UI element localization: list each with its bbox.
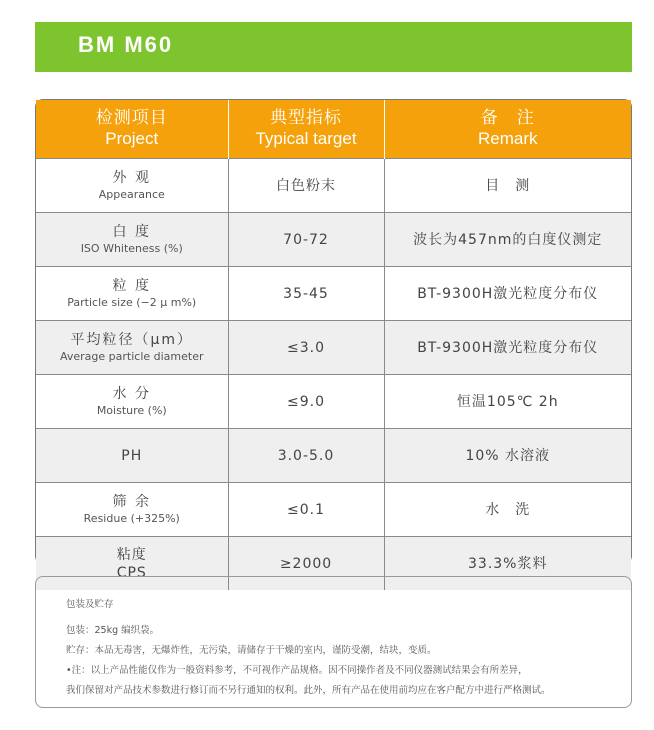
remark-cell: 恒温105℃ 2h bbox=[384, 375, 631, 429]
product-title: BM M60 bbox=[78, 32, 174, 57]
notes-line: 包装：25kg 编织袋。 bbox=[66, 625, 160, 636]
item-cell: 筛 余 Residue (+325%) bbox=[36, 483, 228, 537]
notes-line: 贮存：本品无毒害，无爆炸性，无污染，请储存于干燥的室内，谨防受潮，结块，变质。 bbox=[66, 645, 437, 656]
value-cell: 70-72 bbox=[228, 213, 384, 267]
header-typical-target: 典型指标 Typical target bbox=[228, 100, 384, 159]
item-cell: 白 度 ISO Whiteness (%) bbox=[36, 213, 228, 267]
table-header-row bbox=[36, 100, 631, 159]
value-cell: 35-45 bbox=[228, 267, 384, 321]
notes-line: 我们保留对产品技术参数进行修订而不另行通知的权利。此外，所有产品在使用前均应在客户配方中进行严格测试。 bbox=[66, 685, 551, 696]
table-row bbox=[36, 375, 631, 429]
remark-cell: BT-9300H激光粒度分布仪 bbox=[384, 267, 631, 321]
remark-cell: 水 洗 bbox=[384, 483, 631, 537]
item-cell: 粘度 CPS bbox=[36, 537, 228, 591]
item-cell: 水 分 Moisture (%) bbox=[36, 375, 228, 429]
remark-cell: 波长为457nm的白度仪测定 bbox=[384, 213, 631, 267]
remark-cell: 10% 水溶液 bbox=[384, 429, 631, 483]
table-row bbox=[36, 267, 631, 321]
value-cell: ≤9.0 bbox=[228, 375, 384, 429]
value-cell: ≥2000 bbox=[228, 537, 384, 591]
item-cell: PH bbox=[36, 429, 228, 483]
value-cell: ≤0.1 bbox=[228, 483, 384, 537]
item-cell: 外 观 Appearance bbox=[36, 159, 228, 213]
value-cell: 3.0-5.0 bbox=[228, 429, 384, 483]
spec-table bbox=[36, 100, 631, 590]
header-remark: 备 注 Remark bbox=[384, 100, 631, 159]
table-row bbox=[36, 159, 631, 213]
table-row bbox=[36, 429, 631, 483]
spec-table-container bbox=[35, 99, 632, 581]
table-row bbox=[36, 213, 631, 267]
remark-cell: 33.3%浆料 bbox=[384, 537, 631, 591]
header-project: 检测项目 Project bbox=[36, 100, 228, 159]
value-cell: 白色粉末 bbox=[228, 159, 384, 213]
remark-cell: 目 测 bbox=[384, 159, 631, 213]
value-cell: ≤3.0 bbox=[228, 321, 384, 375]
packaging-notes-box bbox=[35, 576, 632, 708]
item-cell: 粒 度 Particle size (−2 μ m%) bbox=[36, 267, 228, 321]
notes-line: •注：以上产品性能仅作为一般资料参考，不可视作产品规格。因不同操作者及不同仪器测试结果会有所差异， bbox=[66, 665, 528, 676]
table-row bbox=[36, 321, 631, 375]
table-row bbox=[36, 483, 631, 537]
notes-heading: 包装及贮存 bbox=[66, 599, 114, 610]
remark-cell: BT-9300H激光粒度分布仪 bbox=[384, 321, 631, 375]
item-cell: 平均粒径（μm） Average particle diameter bbox=[36, 321, 228, 375]
